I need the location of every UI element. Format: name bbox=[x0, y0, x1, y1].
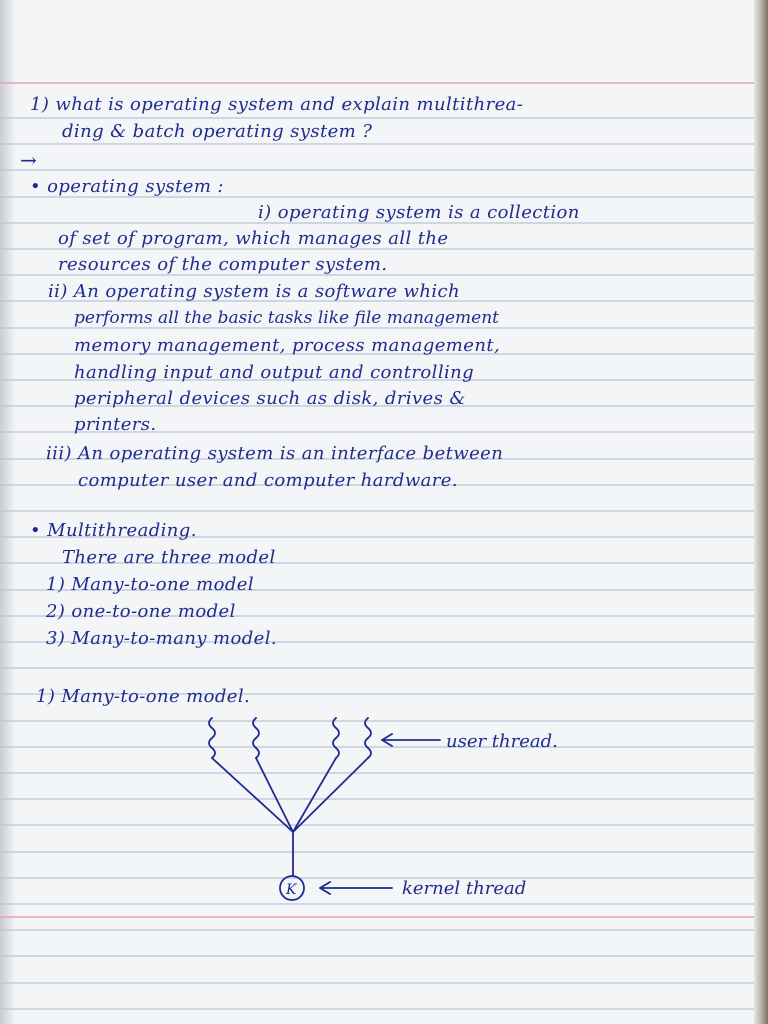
point-2-line-5: peripheral devices such as disk, drives & bbox=[74, 388, 466, 409]
user-thread-squiggle-4 bbox=[365, 718, 371, 758]
user-thread-label: user thread. bbox=[446, 731, 558, 752]
question-line-1: 1) what is operating system and explain multithrea- bbox=[30, 94, 524, 115]
user-thread-squiggle-3 bbox=[333, 718, 339, 758]
point-1-line-2: of set of program, which manages all the bbox=[58, 228, 449, 249]
heading-many-to-one: 1) Many-to-one model. bbox=[36, 686, 251, 707]
heading-multithreading: • Multithreading. bbox=[30, 520, 197, 541]
kernel-thread-label: kernel thread bbox=[402, 878, 527, 899]
point-2-line-6: printers. bbox=[74, 414, 157, 435]
point-3-line-2: computer user and computer hardware. bbox=[78, 470, 458, 491]
point-1-line-1: i) operating system is a collection bbox=[258, 202, 580, 223]
point-2-line-2: performs all the basic tasks like file management bbox=[74, 308, 499, 328]
models-intro: There are three model bbox=[62, 547, 276, 568]
question-line-2: ding & batch operating system ? bbox=[62, 121, 373, 142]
answer-arrow: → bbox=[20, 148, 38, 172]
user-thread-squiggle-2 bbox=[253, 718, 259, 758]
thread-line-1 bbox=[212, 758, 293, 832]
thread-line-2 bbox=[256, 758, 293, 832]
point-3-line-1: iii) An operating system is an interface between bbox=[46, 443, 504, 464]
point-2-line-3: memory management, process management, bbox=[74, 335, 501, 356]
point-2-line-4: handling input and output and controlling bbox=[74, 362, 475, 383]
point-2-line-1: ii) An operating system is a software which bbox=[48, 281, 460, 302]
model-item-1: 1) Many-to-one model bbox=[46, 574, 254, 595]
kernel-symbol: K bbox=[286, 882, 297, 898]
user-thread-squiggle-1 bbox=[209, 718, 215, 758]
heading-operating-system: • operating system : bbox=[30, 176, 224, 197]
model-item-3: 3) Many-to-many model. bbox=[46, 628, 277, 649]
point-1-line-3: resources of the computer system. bbox=[58, 254, 388, 275]
model-item-2: 2) one-to-one model bbox=[46, 601, 236, 622]
